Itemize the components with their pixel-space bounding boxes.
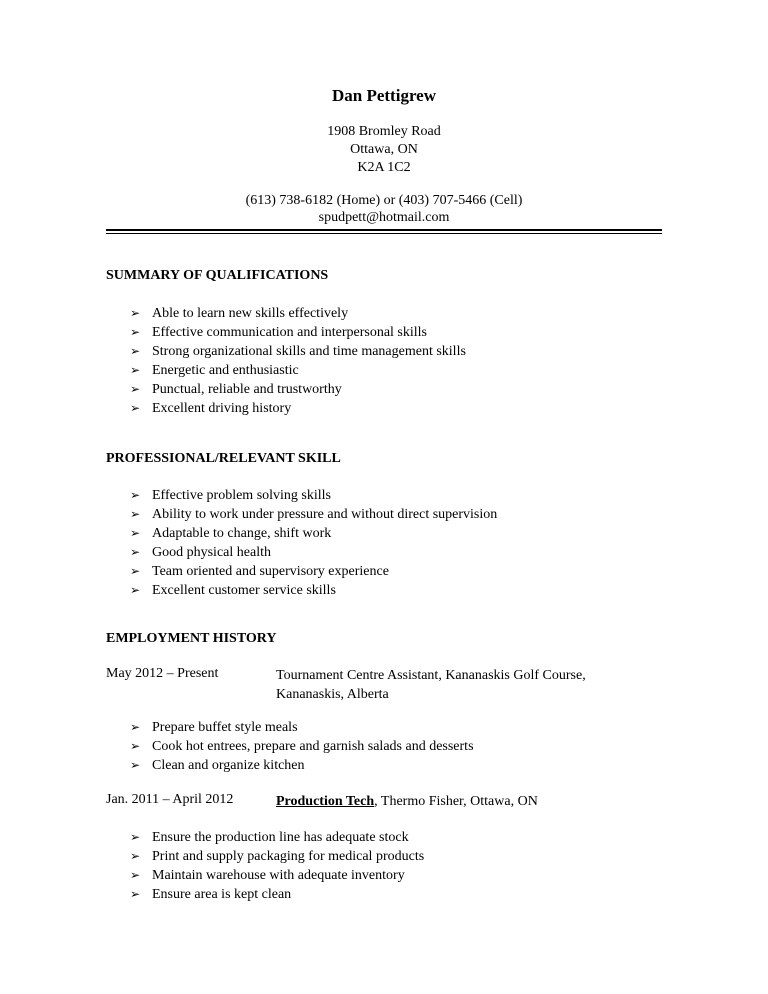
list-item: ➢ Adaptable to change, shift work: [130, 526, 332, 541]
list-item: ➢ Ensure the production line has adequate stock: [130, 830, 409, 845]
arrow-bullet-icon: ➢: [130, 720, 141, 734]
skills-heading: PROFESSIONAL/RELEVANT SKILL: [106, 451, 341, 466]
arrow-bullet-icon: ➢: [130, 488, 141, 502]
arrow-bullet-icon: ➢: [130, 526, 141, 540]
list-item: ➢ Cook hot entrees, prepare and garnish salads and desserts: [130, 739, 474, 754]
summary-heading: SUMMARY OF QUALIFICATIONS: [106, 268, 329, 283]
arrow-bullet-icon: ➢: [130, 306, 141, 320]
address-line-3: K2A 1C2: [357, 160, 411, 175]
arrow-bullet-icon: ➢: [130, 382, 141, 396]
list-item: ➢ Ensure area is kept clean: [130, 887, 292, 902]
list-item: ➢ Able to learn new skills effectively: [130, 306, 349, 321]
phone-numbers: (613) 738-6182 (Home) or (403) 707-5466 (Cell): [245, 193, 523, 208]
job-duties-kananaskis: [130, 718, 474, 775]
arrow-bullet-icon: ➢: [130, 325, 141, 339]
address-line-1: 1908 Bromley Road: [327, 124, 441, 139]
list-item: ➢ Effective problem solving skills: [130, 488, 331, 503]
arrow-bullet-icon: ➢: [130, 887, 141, 901]
list-item: ➢ Strong organizational skills and time management skills: [130, 344, 466, 359]
list-item: ➢ Effective communication and interpersonal skills: [130, 325, 427, 340]
arrow-bullet-icon: ➢: [130, 758, 141, 772]
list-item: ➢ Prepare buffet style meals: [130, 720, 298, 735]
list-item: ➢ Excellent driving history: [130, 401, 292, 416]
summary-list: [130, 304, 466, 418]
arrow-bullet-icon: ➢: [130, 868, 141, 882]
arrow-bullet-icon: ➢: [130, 830, 141, 844]
list-item: ➢ Team oriented and supervisory experience: [130, 564, 389, 579]
arrow-bullet-icon: ➢: [130, 739, 141, 753]
job-title: Tournament Centre Assistant, Kananaskis Golf Course, Kananaskis, Alberta: [276, 668, 586, 702]
job-dates: Jan. 2011 – April 2012: [106, 792, 234, 807]
arrow-bullet-icon: ➢: [130, 564, 141, 578]
job-title: Production Tech, Thermo Fisher, Ottawa, ON: [276, 794, 538, 809]
arrow-bullet-icon: ➢: [130, 344, 141, 358]
arrow-bullet-icon: ➢: [130, 849, 141, 863]
header-divider-thin: [106, 233, 662, 234]
employment-heading: EMPLOYMENT HISTORY: [106, 631, 277, 646]
email-address: spudpett@hotmail.com: [318, 210, 450, 225]
arrow-bullet-icon: ➢: [130, 583, 141, 597]
arrow-bullet-icon: ➢: [130, 545, 141, 559]
list-item: ➢ Maintain warehouse with adequate inventory: [130, 868, 405, 883]
arrow-bullet-icon: ➢: [130, 401, 141, 415]
list-item: ➢ Good physical health: [130, 545, 271, 560]
arrow-bullet-icon: ➢: [130, 507, 141, 521]
list-item: ➢ Print and supply packaging for medical products: [130, 849, 425, 864]
header-divider-thick: [106, 229, 662, 231]
job-duties-thermo-fisher: [130, 828, 424, 904]
list-item: ➢ Energetic and enthusiastic: [130, 363, 299, 378]
list-item: ➢ Ability to work under pressure and without direct supervision: [130, 507, 498, 522]
skills-list: [130, 486, 497, 600]
list-item: ➢ Excellent customer service skills: [130, 583, 336, 598]
candidate-name: Dan Pettigrew: [331, 86, 437, 105]
list-item: ➢ Clean and organize kitchen: [130, 758, 305, 773]
arrow-bullet-icon: ➢: [130, 363, 141, 377]
job-dates: May 2012 – Present: [106, 666, 219, 681]
list-item: ➢ Punctual, reliable and trustworthy: [130, 382, 342, 397]
address-line-2: Ottawa, ON: [350, 142, 418, 157]
